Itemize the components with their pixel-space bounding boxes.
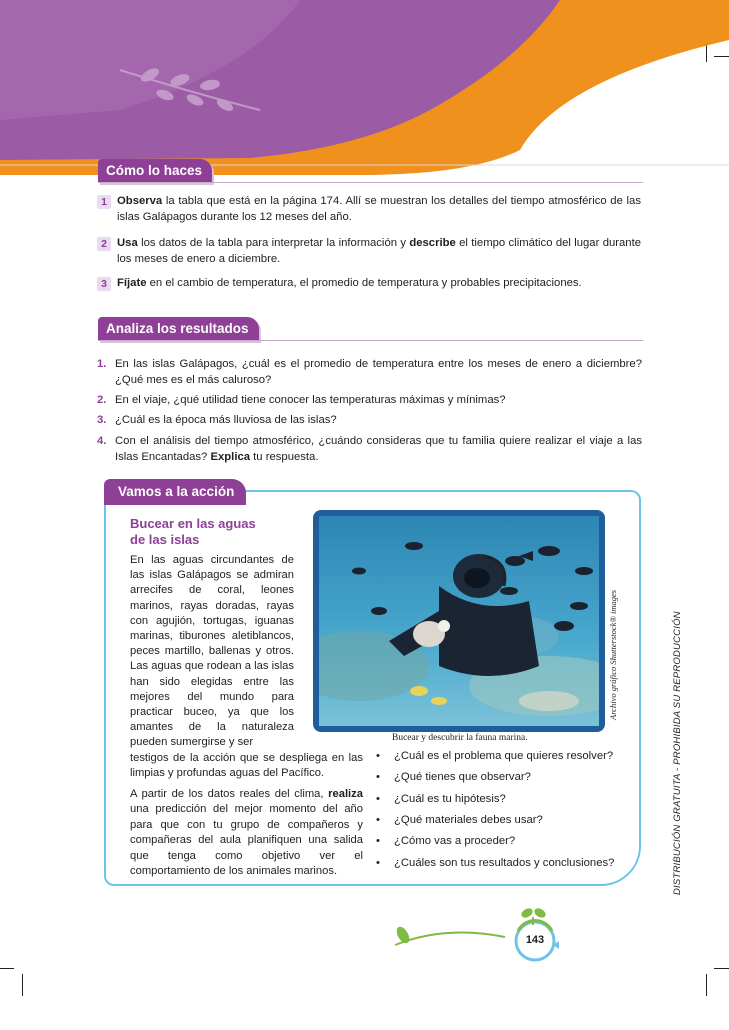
question-number: 4. — [97, 435, 107, 447]
question-text: En el viaje, ¿qué utilidad tiene conocer las temperaturas máximas y mínimas? — [115, 394, 506, 406]
photo-caption: Bucear y descubrir la fauna marina. — [392, 733, 528, 743]
divider — [98, 340, 643, 341]
method-question: • ¿Qué materiales debes usar? — [376, 814, 543, 826]
distribution-note: DISTRIBUCIÓN GRATUITA - PROHIBIDA SU REPRODUCCIÓN — [672, 611, 683, 895]
divider — [98, 182, 643, 183]
body-paragraph: En las aguas circundantes de las islas Galápagos se admiran arrecifes de coral, leones marinos, rayas doradas, rayas con agujión, tortugas, iguanas marinas, tiburones aletiblancos, peces martillo, ballenas y otros. Las aguas que rodean a las islas han sido elegidas entre las mejores del mundo para practicar buceo, ya que los amantes de la naturaleza pueden sumergirse y ser — [130, 554, 294, 749]
section-title-analiza: Analiza los resultados — [98, 317, 259, 341]
step-text: Usa los datos de la tabla para interpretar la información y describe el tiempo climático del lugar durante los meses de enero a diciembre. — [117, 237, 642, 265]
body-paragraph: A partir de los datos reales del clima, realiza una predicción del mejor momento del año para que con tu grupo de compañeros y compañeras del aula planifiquen una salida que tenga como objetivo ver el comportamiento de los animales marinos. — [130, 788, 363, 878]
subtitle: de las islas — [130, 532, 200, 547]
crop-mark — [22, 974, 23, 996]
method-question: • ¿Cuál es tu hipótesis? — [376, 793, 506, 805]
crop-mark — [714, 968, 729, 969]
crop-mark — [0, 968, 14, 969]
step-text: Fíjate en el cambio de temperatura, el promedio de temperatura y probables precipitaciones. — [117, 277, 582, 289]
question-text: En las islas Galápagos, ¿cuál es el promedio de temperatura entre los meses de enero a diciembre? ¿Qué mes es el más caluroso? — [115, 358, 642, 386]
section-title-accion: Vamos a la acción — [104, 479, 246, 505]
subtitle: Bucear en las aguas — [130, 516, 256, 531]
diver-photo — [319, 516, 599, 726]
step-number: 2 — [97, 237, 111, 251]
page-number: 143 — [525, 934, 545, 946]
question-number: 2. — [97, 394, 107, 406]
step-number: 3 — [97, 277, 111, 291]
question-text: ¿Cuál es la época más lluviosa de las islas? — [115, 414, 337, 426]
question-number: 1. — [97, 358, 107, 370]
section-title-como: Cómo lo haces — [98, 159, 212, 183]
question-text: Con el análisis del tiempo atmosférico, ¿cuándo consideras que tu familia quiere realizar el viaje a las Islas Encantadas? Explica tu respuesta. — [115, 435, 642, 463]
method-question: • ¿Qué tienes que observar? — [376, 771, 531, 783]
crop-mark — [706, 974, 707, 996]
header-banner — [0, 0, 729, 180]
body-paragraph: testigos de la acción que se despliega en las limpias y profundas aguas del Pacífico. — [130, 752, 363, 780]
method-question: • ¿Cuáles son tus resultados y conclusiones? — [376, 857, 615, 869]
step-number: 1 — [97, 195, 111, 209]
photo-credit: Archivo gráfico Shutterstock® images — [608, 589, 618, 720]
step-text: Observa la tabla que está en la página 174. Allí se muestran los detalles del tiempo atmosférico de las islas Galápagos durante los 12 meses del año. — [117, 195, 641, 223]
question-number: 3. — [97, 414, 107, 426]
method-question: • ¿Cuál es el problema que quieres resolver? — [376, 750, 614, 762]
method-question: • ¿Cómo vas a proceder? — [376, 835, 516, 847]
